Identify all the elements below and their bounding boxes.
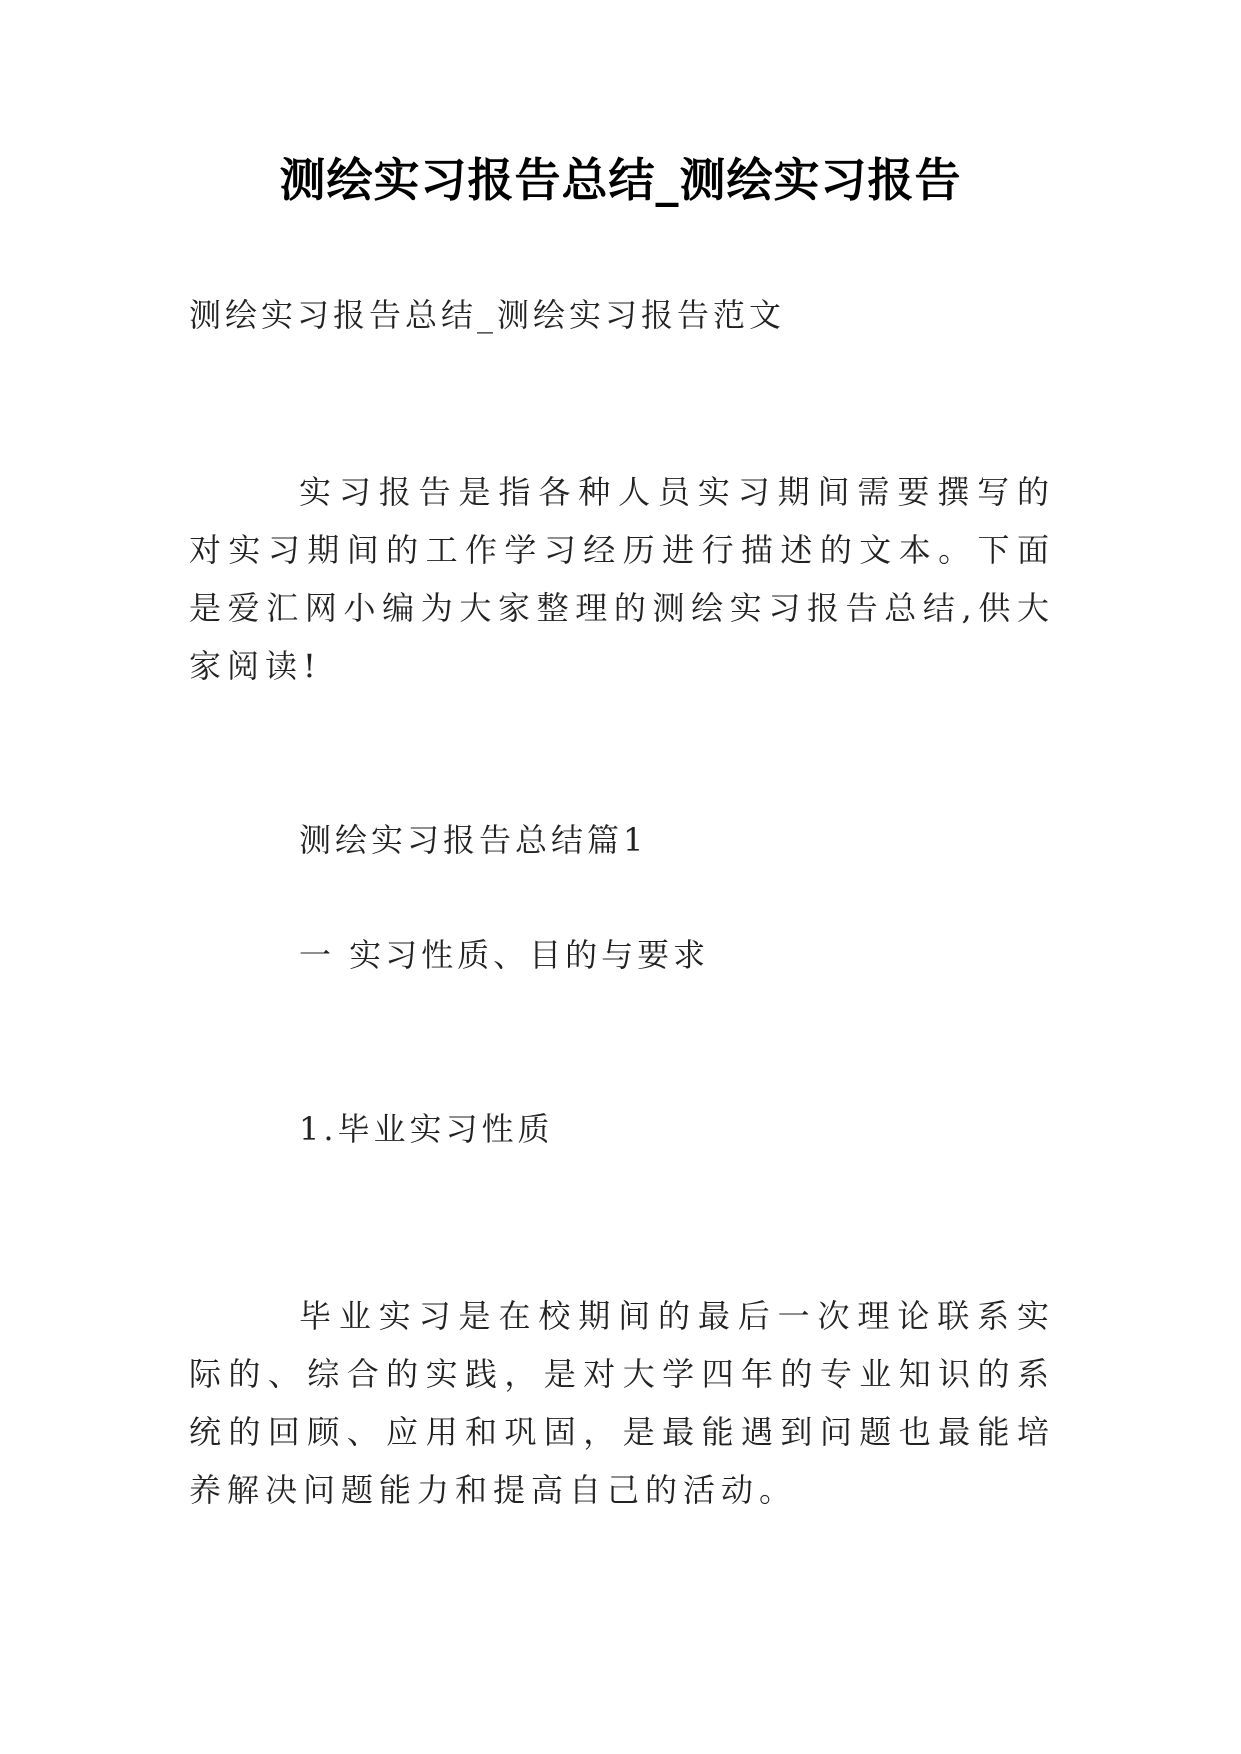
intro-paragraph: 实习报告是指各种人员实习期间需要撰写的对实习期间的工作学习经历进行描述的文本。下面是爱汇网小编为大家整理的测绘实习报告总结,供大家阅读! (189, 473, 1055, 685)
section-heading: 测绘实习报告总结篇1 (299, 821, 648, 859)
body-paragraph: 毕业实习是在校期间的最后一次理论联系实际的、综合的实践，是对大学四年的专业知识的系统的回顾、应用和巩固，是最能遇到问题也最能培养解决问题能力和提高自己的活动。 (189, 1297, 1055, 1509)
document-title: 测绘实习报告总结_测绘实习报告 (279, 153, 962, 207)
sub-heading: 一 实习性质、目的与要求 (299, 936, 710, 974)
item-heading: 1.毕业实习性质 (299, 1110, 554, 1148)
document-subtitle: 测绘实习报告总结_测绘实习报告范文 (189, 296, 786, 334)
